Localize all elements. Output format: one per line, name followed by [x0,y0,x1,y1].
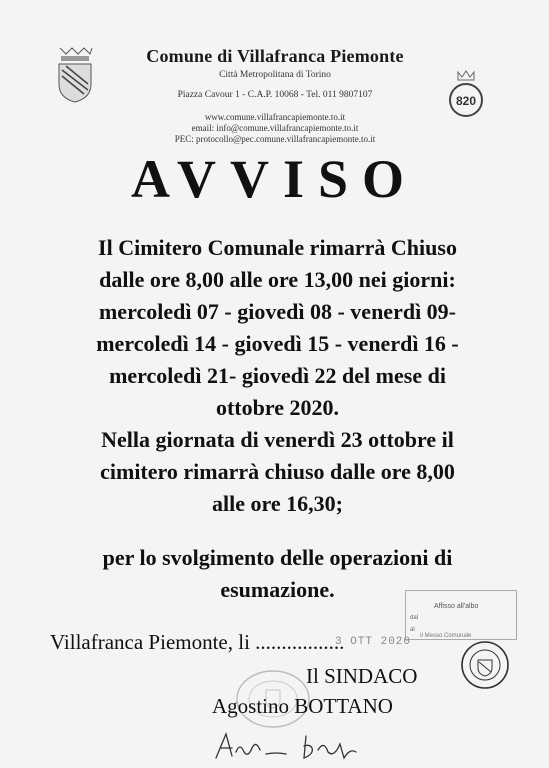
body-line-6: ottobre 2020. [215,395,340,420]
purpose-line-1: per lo svolgimento delle operazioni di [102,545,453,570]
pec-line: PEC: protocollo@pec.comune.villafrancapiemonte.to.it [174,134,376,144]
stamp-messo: Il Messo Comunale [420,633,472,639]
website-line: www.comune.villafrancapiemonte.to.it [204,112,346,122]
address-line: Piazza Cavour 1 - C.A.P. 10068 - Tel. 011 9807107 [177,90,373,100]
body-line-5: mercoledì 21- giovedì 22 del mese di [109,363,446,388]
body-line-7: Nella giornata di venerdì 23 ottobre il [101,427,454,452]
sindaco-name: Agostino BOTTANO [212,694,393,718]
municipal-crest-icon [52,44,98,104]
body-line-2: dalle ore 8,00 alle ore 13,00 nei giorni: [99,267,456,292]
handwritten-signature-icon [210,728,380,764]
notice-title: AVVISO [130,149,419,209]
date-stamp: 3 OTT 2020 [335,636,412,648]
stamp-dal: dal [410,615,419,621]
place-date-line: Villafranca Piemonte, li ................. [50,630,345,654]
stamp-affisso: Affisso all'albo [434,603,479,610]
purpose-line-2: esumazione. [220,577,335,602]
comune-name: Comune di Villafranca Piemonte [146,46,404,66]
body-line-9: alle ore 16,30; [212,491,343,516]
body-line-1: Il Cimitero Comunale rimarrà Chiuso [98,235,457,260]
sindaco-title: Il SINDACO [306,664,418,688]
official-seal-icon [460,640,510,690]
citta-metropolitana: Città Metropolitana di Torino [219,70,331,80]
email-line: email: info@comune.villafrancapiemonte.to.it [191,123,359,133]
body-line-4: mercoledì 14 - giovedì 15 - venerdì 16 - [96,331,459,356]
body-line-3: mercoledì 07 - giovedì 08 - venerdì 09- [98,299,457,324]
stamp-al: al [410,627,415,633]
anniversary-logo-icon [444,68,488,120]
body-line-8: cimitero rimarrà chiuso dalle ore 8,00 [100,459,455,484]
logo-right-number: 820 [455,94,477,108]
